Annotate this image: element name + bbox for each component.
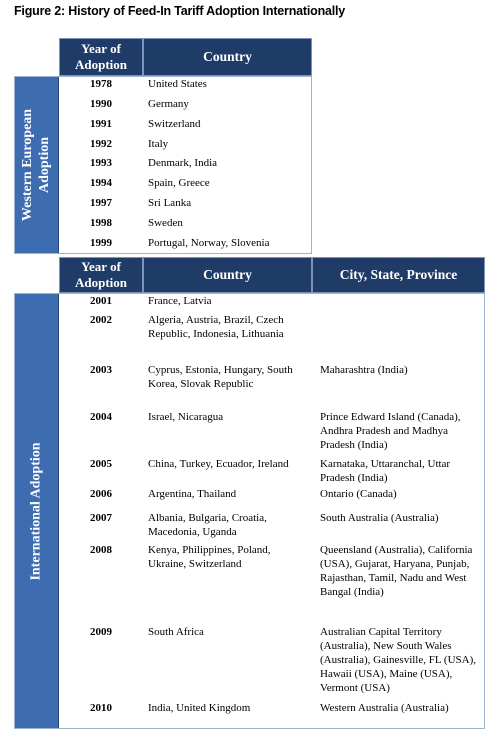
intl-year-cell: 2003 xyxy=(90,364,112,376)
intl-year-cell: 2002 xyxy=(90,314,112,326)
western-country-cell: Sri Lanka xyxy=(148,197,192,209)
intl-rows xyxy=(59,293,485,729)
intl-country-cell: Kenya, Philippines, Poland, Ukraine, Switzerland xyxy=(148,544,271,570)
western-table-row xyxy=(59,216,312,235)
intl-header-city-text: City, State, Province xyxy=(339,267,458,282)
western-country-cell: United States xyxy=(148,78,207,90)
intl-country-cell: Israel, Nicaragua xyxy=(148,411,224,423)
intl-city-cell: Australian Capital Territory (Australia), New South Wales (Australia), Gainesville, FL (USA), Hawaii (USA), Maine (USA), Vermont (USA) xyxy=(320,626,477,694)
intl-year-cell: 2009 xyxy=(90,626,112,638)
intl-year-cell: 2010 xyxy=(90,702,112,714)
intl-country-cell: France, Latvia xyxy=(148,295,212,307)
intl-country-cell: Argentina, Thailand xyxy=(148,488,237,500)
intl-country-cell: Cyprus, Estonia, Hungary, South Korea, Slovak Republic xyxy=(148,364,293,390)
western-header-year-text: Year of Adoption xyxy=(74,41,128,72)
western-country-cell: Switzerland xyxy=(148,118,201,130)
western-year-cell: 1999 xyxy=(90,237,112,249)
intl-header-year-text: Year of Adoption xyxy=(74,259,128,290)
intl-year-cell: 2006 xyxy=(90,488,112,500)
intl-header-city xyxy=(312,257,485,293)
western-table-row xyxy=(59,117,312,136)
intl-year-cell: 2005 xyxy=(90,458,112,470)
intl-year-cell: 2007 xyxy=(90,512,112,524)
intl-country-cell: South Africa xyxy=(148,626,204,638)
intl-header-year xyxy=(59,257,143,293)
western-year-cell: 1978 xyxy=(90,78,112,90)
western-table-row xyxy=(59,236,312,255)
western-header-year xyxy=(59,38,143,76)
intl-country-cell: China, Turkey, Ecuador, Ireland xyxy=(148,458,289,470)
intl-year-cell: 2001 xyxy=(90,295,112,307)
intl-city-cell: Queensland (Australia), California (USA), Gujarat, Haryana, Punjab, Rajasthan, Tamil, Nadu and West Bangal (India) xyxy=(320,544,473,598)
western-header-country-text: Country xyxy=(203,49,252,64)
western-table-row xyxy=(59,156,312,175)
western-table-row xyxy=(59,77,312,96)
western-country-cell: Spain, Greece xyxy=(148,177,210,189)
western-side-label-line2: Adoption xyxy=(37,136,53,194)
western-year-cell: 1991 xyxy=(90,118,112,130)
western-side-label xyxy=(14,76,59,254)
western-year-cell: 1994 xyxy=(90,177,112,189)
intl-side-label xyxy=(14,293,59,729)
western-table-row xyxy=(59,137,312,156)
western-side-label-line1: Western European xyxy=(20,108,36,222)
western-year-cell: 1990 xyxy=(90,98,112,110)
western-table-row xyxy=(59,196,312,215)
intl-country-cell: India, United Kingdom xyxy=(148,702,251,714)
figure-title: Figure 2: History of Feed-In Tariff Adoption Internationally xyxy=(14,4,346,18)
intl-city-cell: South Australia (Australia) xyxy=(320,512,439,524)
western-header-country xyxy=(143,38,312,76)
intl-country-cell: Albania, Bulgaria, Croatia, Macedonia, Uganda xyxy=(148,512,267,538)
intl-city-cell: Karnataka, Uttaranchal, Uttar Pradesh (India) xyxy=(320,458,451,484)
western-country-cell: Sweden xyxy=(148,217,183,229)
western-country-cell: Portugal, Norway, Slovenia xyxy=(148,237,270,249)
western-country-cell: Denmark, India xyxy=(148,157,218,169)
intl-city-cell: Western Australia (Australia) xyxy=(320,702,449,714)
intl-header-country xyxy=(143,257,312,293)
western-table-row xyxy=(59,176,312,195)
western-year-cell: 1993 xyxy=(90,157,112,169)
intl-year-cell: 2008 xyxy=(90,544,112,556)
intl-header-country-text: Country xyxy=(203,267,252,282)
western-year-cell: 1992 xyxy=(90,138,112,150)
intl-city-cell: Ontario (Canada) xyxy=(320,488,397,500)
western-year-cell: 1997 xyxy=(90,197,112,209)
intl-side-label-text: International Adoption xyxy=(29,441,44,581)
intl-city-cell: Maharashtra (India) xyxy=(320,364,408,376)
western-country-cell: Germany xyxy=(148,98,189,110)
western-table-row xyxy=(59,97,312,116)
western-year-cell: 1998 xyxy=(90,217,112,229)
western-country-cell: Italy xyxy=(148,138,169,150)
western-rows xyxy=(59,76,312,254)
intl-city-cell: Prince Edward Island (Canada), Andhra Pradesh and Madhya Pradesh (India) xyxy=(320,411,461,451)
intl-year-cell: 2004 xyxy=(90,411,112,423)
intl-country-cell: Algeria, Austria, Brazil, Czech Republic, Indonesia, Lithuania xyxy=(148,314,284,340)
